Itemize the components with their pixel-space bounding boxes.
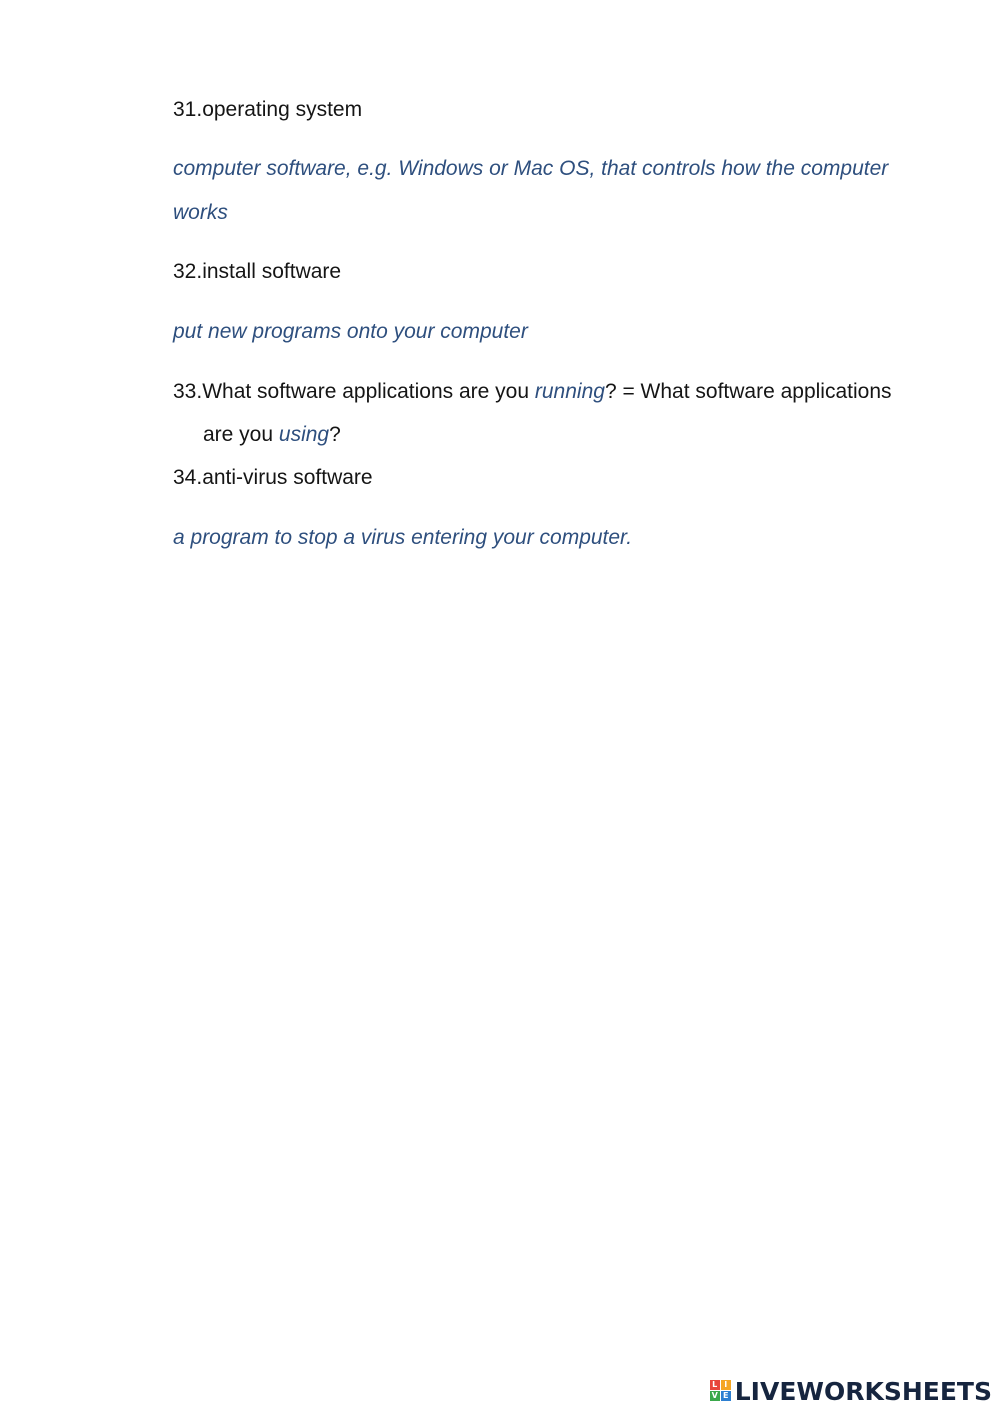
item-32-definition: put new programs onto your computer: [173, 320, 528, 343]
item-33-highlight-running: running: [534, 380, 605, 403]
item-31-term: 31.operating system: [173, 98, 363, 121]
item-33-highlight-using: using: [278, 423, 330, 446]
item-31-definition: computer software, e.g. Windows or Mac OS, that controls how the computer: [173, 157, 889, 180]
item-33-line1: [173, 370, 933, 414]
item-33-line1-start: 33.What software applications are you: [173, 380, 535, 403]
item-33-line2: [173, 413, 963, 457]
item-33-line1-end: ? = What software applications: [604, 380, 892, 403]
logo-mark-l: L: [710, 1380, 720, 1390]
item-34-term: 34.anti-virus software: [173, 466, 373, 489]
item-32-term: 32.install software: [173, 260, 342, 283]
logo-text: LIVEWORKSHEETS: [734, 1376, 992, 1406]
logo-mark-v: V: [711, 1391, 718, 1400]
logo-mark-e: E: [721, 1391, 731, 1401]
logo-mark-icon: [710, 1380, 732, 1402]
logo-mark-i: I: [721, 1380, 731, 1390]
item-31-definition-cont: works: [173, 201, 228, 224]
liveworksheets-logo: [710, 1376, 992, 1406]
item-34-definition: a program to stop a virus entering your computer.: [173, 526, 633, 549]
item-33-line2-end: ?: [329, 423, 341, 446]
item-33-line2-start: are you: [203, 423, 279, 446]
